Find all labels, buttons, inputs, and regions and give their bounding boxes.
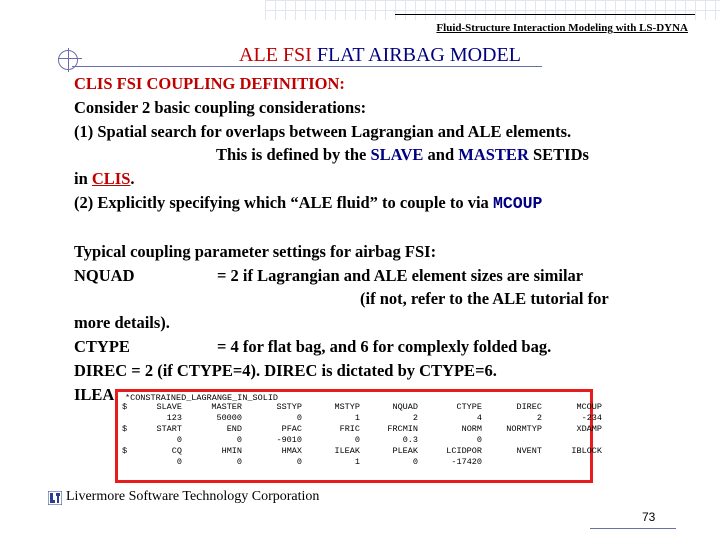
keyword-card-row [118,435,590,446]
keyword-card-cell: CQ [171,446,182,456]
keyword-card-row [118,424,602,435]
keyword-card-cell: -17420 [451,457,482,467]
nquad-value: = 2 if Lagrangian and ALE element sizes are similar [217,265,584,285]
page-number: 73 [642,510,656,524]
text-span: SETIDs [528,145,589,165]
keyword-card-cell: 0 [296,413,302,423]
keyword-card-cell: HMIN [221,446,242,456]
text-span: This is defined by the [216,145,371,165]
keyword-card-cell: FRCMIN [387,424,418,434]
body-line-2: (1) Spatial search for overlaps between Lagrangian and ALE elements. [74,121,572,141]
keyword-card-cell: LCIDPOR [446,446,482,456]
paragraph-gap [74,216,694,240]
keyword-card-cell: NQUAD [392,402,418,412]
text-span: and [423,145,459,165]
keyword-card-cell: 2 [412,413,418,423]
body-line-3 [74,143,694,167]
keyword-card-cell: 0 [176,435,182,445]
body-line-12: ILEA [74,384,115,404]
keyword-card-cell: 1 [354,413,360,423]
keyword-card-cell: SSTYP [276,402,302,412]
keyword-card-cell: CTYPE [456,402,482,412]
keyword-card-cell: MCOUP [576,402,602,412]
body-line-8: (if not, refer to the ALE tutorial for [360,289,609,309]
keyword-card-cell: NORM [461,424,482,434]
keyword-card-cell: MSTYP [334,402,360,412]
body-line-7 [74,264,694,288]
body-line-9: more details). [74,313,170,333]
lstc-logo-icon [48,491,62,505]
slide-body [74,72,694,406]
keyword-card-row [118,402,602,413]
keyword-card-cell: 0 [412,457,418,467]
text-span: in [74,169,92,189]
body-line-10 [74,335,694,359]
body-heading: CLIS FSI COUPLING DEFINITION: [74,74,345,93]
keyword-card-cell: 0.3 [402,435,418,445]
keyword-card-cell: 123 [166,413,182,423]
header-rule [395,14,695,15]
nquad-label: NQUAD [74,265,135,285]
title-rule [72,66,542,67]
keyword-card-cell: 0 [236,457,242,467]
title-part-2: FLAT AIRBAG MODEL [316,44,521,66]
master-keyword: MASTER [458,145,529,165]
keyword-card-cell: $ [122,402,128,412]
keyword-card-cell: PLEAK [392,446,418,456]
keyword-card-box [115,389,602,483]
keyword-card-cell: PFAC [281,424,302,434]
body-line-5 [74,191,694,216]
keyword-card-row [118,457,590,468]
keyword-card-cell: 0 [354,435,360,445]
body-line-1: Consider 2 basic coupling considerations: [74,97,367,117]
keyword-card-cell: START [156,424,182,434]
keyword-card-title: *CONSTRAINED_LAGRANGE_IN_SOLID [125,393,279,403]
keyword-card-cell: NORMTYP [506,424,542,434]
keyword-card-cell: 0 [296,457,302,467]
title-part-1: ALE FSI [239,44,317,66]
slide-title [0,44,720,67]
keyword-card-cell: ILEAK [334,446,360,456]
header-grid-decoration [265,0,720,20]
ctype-label: CTYPE [74,336,130,356]
header-text: Fluid-Structure Interaction Modeling with LS-DYNA [436,22,688,34]
body-line-4 [74,167,694,191]
keyword-card-row [118,413,602,424]
keyword-card-cell: 1 [354,457,360,467]
keyword-card-cell: $ [122,446,128,456]
keyword-card-cell: 4 [476,413,482,423]
text-span: (2) Explicitly specifying which “ALE fluid” to couple to via [74,192,493,212]
footer-rule [590,528,676,529]
body-line-11: DIREC = 2 (if CTYPE=4). DIREC is dictated by CTYPE=6. [74,360,497,380]
keyword-card-cell: 0 [236,435,242,445]
keyword-card-cell: HMAX [281,446,302,456]
keyword-card-row [118,446,602,457]
mcoup-keyword: MCOUP [492,193,543,213]
keyword-card-cell: XDAMP [576,424,602,434]
keyword-card-cell: DIREC [516,402,542,412]
keyword-card-cell: 2 [536,413,542,423]
keyword-card-cell: IBLOCK [571,446,602,456]
clis-keyword: CLIS [91,169,131,189]
ctype-value: = 4 for flat bag, and 6 for complexly folded bag. [217,336,552,356]
keyword-card-cell: 0 [176,457,182,467]
keyword-card-cell: 0 [476,435,482,445]
footer-company: Livermore Software Technology Corporation [66,489,320,504]
keyword-card-cell: -9010 [276,435,302,445]
keyword-card-cell: 50000 [216,413,242,423]
keyword-card-cell: END [226,424,242,434]
keyword-card-cell: FRIC [339,424,360,434]
keyword-card-cell: NVENT [516,446,542,456]
body-line-6: Typical coupling parameter settings for airbag FSI: [74,241,437,261]
keyword-card-cell: SLAVE [156,402,182,412]
slave-keyword: SLAVE [370,145,424,165]
keyword-card-cell: $ [122,424,128,434]
keyword-card-cell: MASTER [211,402,242,412]
keyword-card-cell: -234 [581,413,602,423]
text-span: . [130,169,135,189]
